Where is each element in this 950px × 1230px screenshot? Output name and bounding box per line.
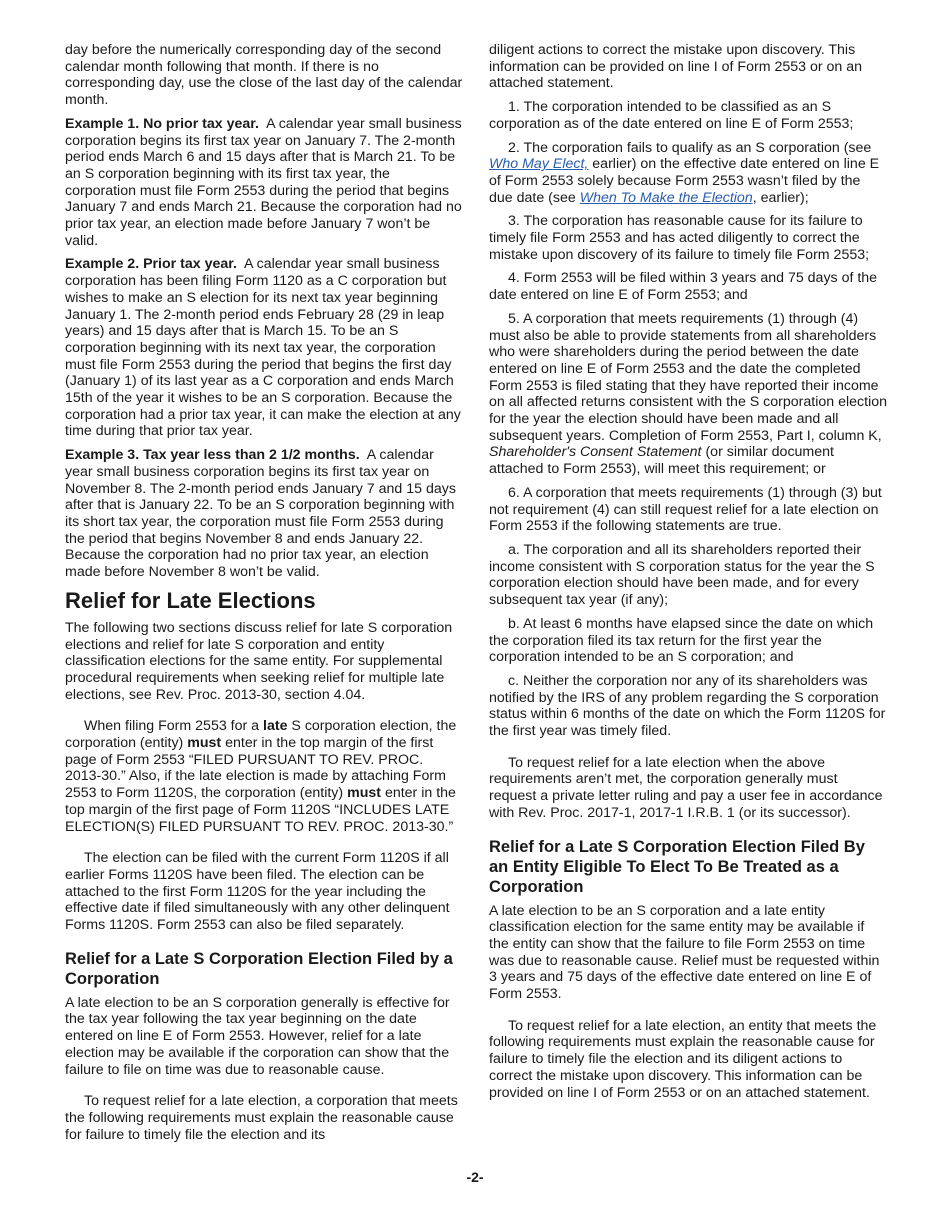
requirement-4: 4. Form 2553 will be filed within 3 years and 75 days of the date entered on line E of Form 2553; and (489, 270, 878, 304)
requirement-2-text-a: 2. The corporation fails to qualify as an S corporation (see (508, 139, 872, 156)
example-2-title: Example 2. Prior tax year. (65, 256, 237, 273)
left-column (65, 42, 463, 1150)
example-3-title: Example 3. Tax year less than 2 1/2 months. (65, 447, 360, 464)
request-relief-paragraph: To request relief for a late election, a corporation that meets the following requirements must explain the reasonable cause for failure to timely file the election and its (65, 1093, 458, 1143)
requirement-3: 3. The corporation has reasonable cause for its failure to timely file Form 2553 and has acted diligently to correct the mistake upon discovery of its failure to timely file Form 2553; (489, 213, 870, 263)
corporation-paragraph: A late election to be an S corporation generally is effective for the tax year following the tax year beginning on the date entered on line E of Form 2553. However, relief for a late election may be available if the corporation can show that the failure to file on time was due to reasonable cause. (65, 994, 450, 1078)
filing-instructions-paragraph (65, 718, 463, 835)
filing-late-bold: late (263, 718, 288, 735)
page-number: -2- (466, 1169, 484, 1185)
requirement-5-italic: Shareholder's Consent Statement (489, 444, 702, 461)
example-3-body: A calendar year small business corporation begins its first tax year on November 8. The 2-month period ends January 7 and 15 days after that is January 22. To be an S corporation beginning with its short tax year, the corporation must file Form 2553 during the period that begins November 8 and ends January 22. Because the corporation had no prior tax year, an election made before November 8 won’t be valid. (65, 447, 456, 581)
filing-must-bold-1: must (187, 735, 222, 752)
example-2-body: A calendar year small business corporation has been filing Form 1120 as a C corporation but wishes to make an S election for its next tax year beginning January 1. The 2-month period ends February 28 (29 in leap years) and 15 days after that is March 15. To be an S corporation beginning with its next tax year, the corporation must file Form 2553 during the period that begins the first day (January 1) of its last year as a C corporation and ends March 15th of the year it wishes to be an S corporation. Because the corporation had a prior tax year, it can make the election at any time during that prior tax year. (65, 256, 461, 440)
requirement-2 (489, 140, 887, 207)
entity-paragraph: A late election to be an S corporation and a late entity classification election for the same entity may be available if the entity can show that the failure to file Form 2553 on time was due to reasonable cause. Relief must be requested within 3 years and 75 days of the effective date entered on line E of Form 2553. (489, 902, 880, 1003)
intro-paragraph: day before the numerically corresponding day of the second calendar month following that month. If there is no corresponding day, use the close of the last day of the calendar month. (65, 42, 463, 109)
filing-text-4: enter in the top margin of the first page of Form 1120S “INCLUDES LATE ELECTION(S) FILED PURSUANT TO REV. PROC. 2013-30.” (65, 785, 456, 835)
filing-must-bold-2: must (347, 785, 381, 802)
requirement-5-text-a: 5. A corporation that meets requirements (1) through (4) must also be able to provide statements from all shareholders who were shareholders during the period between the date entered on line E of Form 2553 and the date the completed Form 2553 is filed stating that they have reported their income on all affected returns consistent with the S corporation election for the year the election should have been made and all subsequent years. Completion of Form 2553, Part I, column K, (489, 310, 888, 444)
filing-text-3: enter in the top margin of the first page of Form 2553 “FILED PURSUANT TO REV. PROC. 2013-30.” Also, if the late election is made by attaching Form 2553 to Form 1120S, the corporation (entity) (65, 735, 446, 802)
relief-intro-paragraph: The following two sections discuss relief for late S corporation elections and relief for late S corporation and entity classification elections for the same entity. For supplemental procedural requirements when seeking relief for multiple late elections, see Rev. Proc. 2013-30, section 4.04. (65, 619, 453, 703)
example-2 (65, 256, 463, 440)
filing-text-1: When filing Form 2553 for a (84, 718, 260, 735)
requirement-2-text-b: earlier) on the effective date entered on line E of Form 2553 solely because Form 2553 wasn’t filed by the due date (see (489, 156, 880, 206)
continued-paragraph: diligent actions to correct the mistake upon discovery. This information can be provided on line I of Form 2553 or on an attached statement. (489, 42, 863, 92)
requirement-5-text-b: (or similar document attached to Form 2553), will meet this requirement; or (489, 444, 834, 478)
heading-relief-corporation: Relief for a Late S Corporation Election Filed by a Corporation (65, 949, 453, 988)
example-3 (65, 447, 463, 581)
statement-c: c. Neither the corporation nor any of its shareholders was notified by the IRS of any problem regarding the S corporation status within 6 months of the date on which the Form 1120S for the first year was timely filed. (489, 672, 886, 740)
statement-a: a. The corporation and all its shareholders reported their income consistent with S corporation status for the year the S corporation election should have been made, and for every subsequent tax year (if any); (489, 541, 875, 609)
requirement-6: 6. A corporation that meets requirements (1) through (3) but not requirement (4) can still request relief for a late election on Form 2553 if the following statements are true. (489, 484, 882, 535)
requirement-1: 1. The corporation intended to be classified as an S corporation as of the date entered on line E of Form 2553; (489, 99, 854, 132)
current-form-paragraph: The election can be filed with the current Form 1120S if all earlier Forms 1120S have been filed. The election can be attached to the first Form 1120S for the year including the effective date if filed simultaneously with any other delinquent Forms 1120S. Form 2553 can also be filed separately. (65, 850, 450, 934)
statement-b: b. At least 6 months have elapsed since the date on which the corporation filed its tax return for the first year the corporation intended to be an S corporation; and (489, 615, 874, 666)
example-1-body: A calendar year small business corporation begins its first tax year on January 7. The 2-month period ends March 6 and 15 days after that is March 21. To be an S corporation beginning with its first tax year, the corporation must file Form 2553 during the period that begins January 7 and ends March 21. Because the corporation had no prior tax year, an election made before January 7 won’t be valid. (65, 115, 462, 249)
entity-request-paragraph: To request relief for a late election, an entity that meets the following requirements must explain the reasonable cause for failure to timely file the election and its diligent actions to correct the mistake upon discovery. This information can be provided on line I of Form 2553 or on an attached statement. (489, 1017, 877, 1101)
example-1-title: Example 1. No prior tax year. (65, 115, 259, 132)
who-may-elect-link[interactable]: Who May Elect, (489, 156, 589, 173)
example-1 (65, 116, 463, 250)
heading-relief-late-elections: Relief for Late Elections (65, 587, 316, 613)
requirement-2-text-c: , earlier); (752, 189, 809, 206)
requirement-5 (489, 311, 887, 478)
private-letter-ruling-paragraph: To request relief for a late election when the above requirements aren’t met, the corporation generally must request a private letter ruling and pay a user fee in accordance with Rev. Proc. 2017-1, 2017-1 I.R.B. 1 (or its successor). (489, 754, 883, 821)
right-column (489, 42, 887, 1108)
when-to-make-election-link[interactable]: When To Make the Election (579, 189, 753, 206)
filing-text-2: S corporation election, the corporation (entity) (65, 718, 457, 752)
heading-relief-entity: Relief for a Late S Corporation Election Filed By an Entity Eligible To Elect To Be Treated as a Corporation (489, 837, 865, 896)
